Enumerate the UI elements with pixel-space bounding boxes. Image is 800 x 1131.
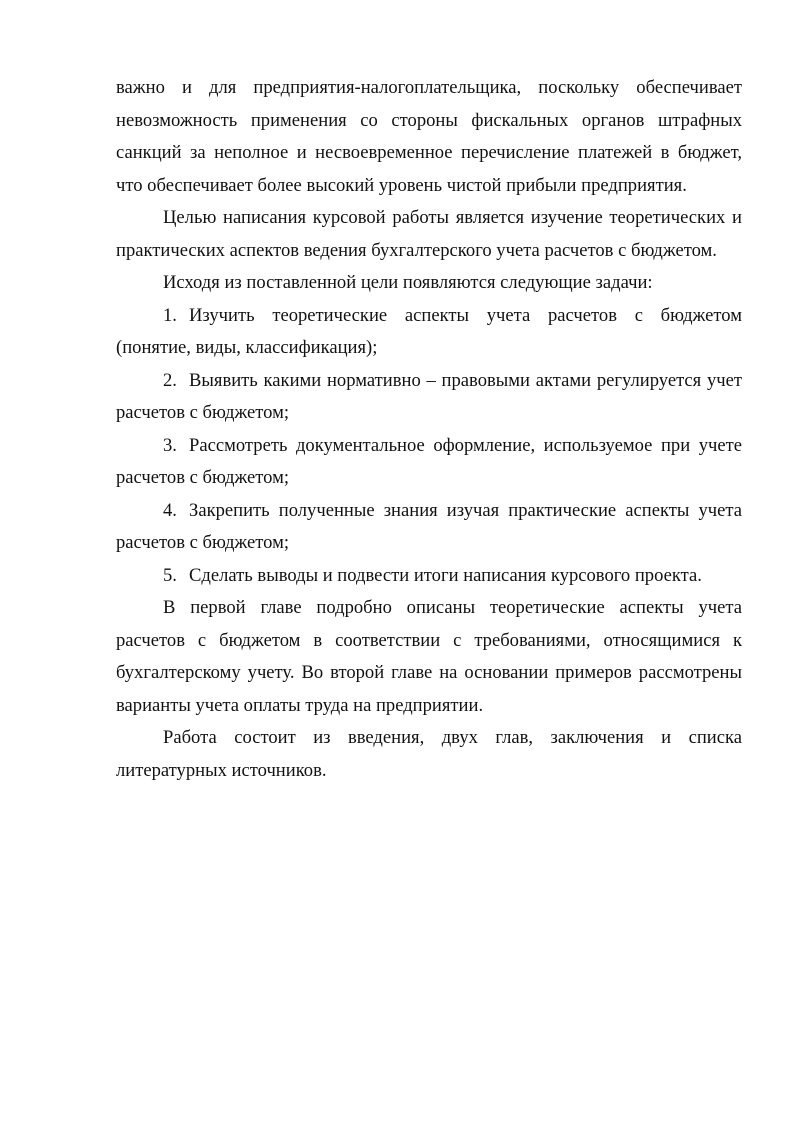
- document-body: [116, 72, 742, 787]
- task-text: Изучить теоретические аспекты учета расчетов с бюджетом (понятие, виды, классификация);: [116, 304, 742, 358]
- task-text: Выявить какими нормативно – правовыми актами регулируется учет расчетов с бюджетом;: [116, 369, 742, 423]
- task-item: [116, 365, 742, 430]
- task-item: [116, 430, 742, 495]
- task-number: 5.: [163, 564, 177, 586]
- task-text: Рассмотреть документальное оформление, используемое при учете расчетов с бюджетом;: [116, 434, 742, 488]
- task-item: [116, 495, 742, 560]
- paragraph-continuation: важно и для предприятия-налогоплательщика, поскольку обеспечивает невозможность применения со стороны фискальных органов штрафных санкций за неполное и несвоевременное перечисление платежей в бюджет, что обеспечивает более высокий уровень чистой прибыли предприятия.: [116, 77, 742, 196]
- task-text: Закрепить полученные знания изучая практические аспекты учета расчетов с бюджетом;: [116, 499, 742, 553]
- task-number: 2.: [163, 369, 177, 391]
- task-item: [116, 560, 742, 593]
- task-number: 4.: [163, 499, 177, 521]
- task-number: 1.: [163, 304, 177, 326]
- paragraph-goal: Целью написания курсовой работы является изучение теоретических и практических аспектов ведения бухгалтерского учета расчетов с бюджетом.: [116, 207, 742, 261]
- task-text: Сделать выводы и подвести итоги написания курсового проекта.: [189, 564, 702, 586]
- paragraph-chapters: В первой главе подробно описаны теоретические аспекты учета расчетов с бюджетом в соответствии с требованиями, относящимися к бухгалтерскому учету. Во второй главе на основании примеров рассмотрены варианты учета оплаты труда на предприятии.: [116, 597, 742, 716]
- task-number: 3.: [163, 434, 177, 456]
- paragraph-structure: Работа состоит из введения, двух глав, заключения и списка литературных источников.: [116, 727, 742, 781]
- task-item: [116, 300, 742, 365]
- paragraph-tasks-intro: Исходя из поставленной цели появляются следующие задачи:: [163, 272, 653, 293]
